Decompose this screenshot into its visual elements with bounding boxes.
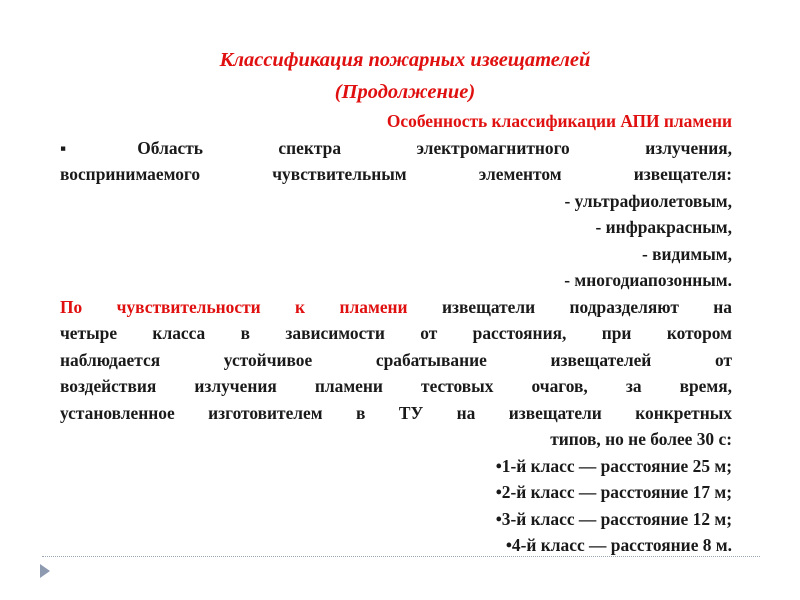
footer-divider [42, 556, 760, 557]
section-subtitle: Особенность классификации АПИ пламени [386, 111, 732, 131]
sensitivity-line-6: типов, но не более 30 с: [550, 429, 732, 449]
sensitivity-line-2: четыре класса в зависимости от расстояния, при котором [60, 323, 732, 343]
class-item-4: •4-й класс — расстояние 8 м. [505, 535, 732, 555]
slide-title-line2: (Продолжение) [334, 81, 476, 103]
class-item-2: •2-й класс — расстояние 17 м; [495, 482, 732, 502]
slide-title-line1: Классификация пожарных извещателей [219, 49, 591, 71]
spectrum-item-ir: - инфракрасным, [595, 217, 732, 237]
sensitivity-line-5: установленное изготовителем в ТУ на извещатели конкретных [60, 402, 732, 423]
sensitivity-line-4: воздействия излучения пламени тестовых очагов, за время, [60, 376, 732, 396]
class-item-3: •3-й класс — расстояние 12 м; [495, 508, 732, 529]
spectrum-item-visible: - видимым, [642, 243, 732, 264]
spectrum-line-2: воспринимаемого чувствительным элементом извещателя: [60, 164, 732, 184]
spectrum-line-1: ▪Область спектра электромагнитного излучения, [60, 137, 732, 158]
sensitivity-text-start: извещатели подразделяют на [407, 296, 732, 317]
sensitivity-heading: По чувствительности к пламени [60, 296, 408, 317]
sensitivity-paragraph-first-line [60, 294, 732, 321]
slide-body [60, 108, 732, 559]
spectrum-item-uv: - ультрафиолетовым, [564, 190, 732, 211]
spectrum-item-multiband: - многодиапозонным. [564, 270, 732, 290]
sensitivity-line-3: наблюдается устойчивое срабатывание извещателей от [60, 349, 732, 370]
next-slide-arrow-icon[interactable] [40, 564, 50, 578]
class-item-1: •1-й класс — расстояние 25 м; [495, 455, 732, 476]
